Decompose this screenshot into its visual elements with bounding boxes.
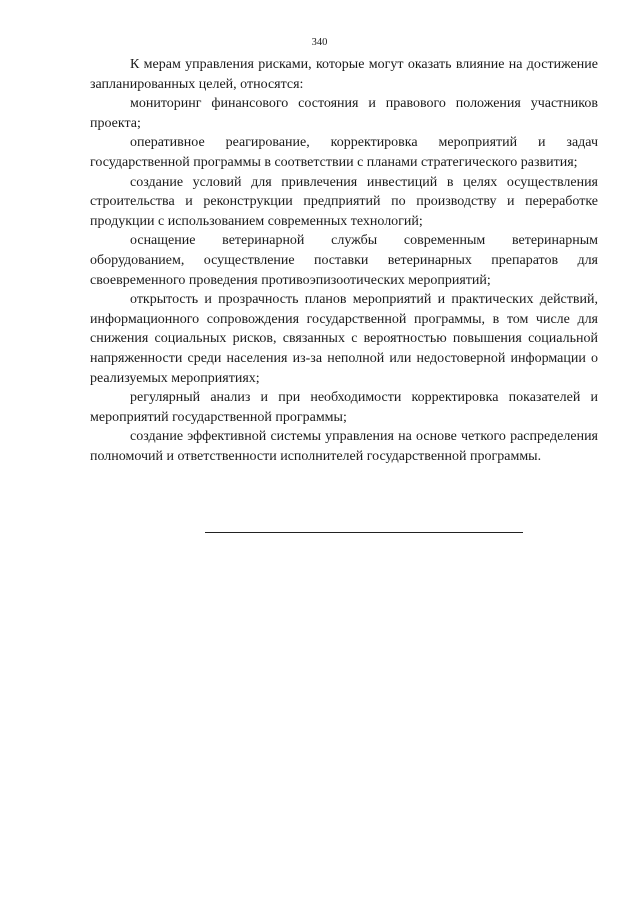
document-body xyxy=(90,55,598,466)
paragraph-operational-response: оперативное реагирование, корректировка мероприятий и задач государственной программы в соответствии с планами стратегического развития; xyxy=(90,135,598,170)
paragraph-regular-analysis: регулярный анализ и при необходимости корректировка показателей и мероприятий государственной программы; xyxy=(90,390,598,425)
paragraph-monitoring: мониторинг финансового состояния и правового положения участников проекта; xyxy=(90,96,598,131)
end-of-text-rule xyxy=(205,532,523,533)
paragraph-intro: К мерам управления рисками, которые могут оказать влияние на достижение запланированных целей, относятся: xyxy=(90,57,598,92)
paragraph-management-system: создание эффективной системы управления на основе четкого распределения полномочий и ответственности исполнителей государственной программы. xyxy=(90,429,598,464)
paragraph-transparency: открытость и прозрачность планов мероприятий и практических действий, информационного сопровождения государственной программы, в том числе для снижения социальных рисков, связанных с вероятностью повышения социальной напряженности среди населения из-за неполной или недостоверной информации о реализуемых мероприятиях; xyxy=(90,292,598,386)
page-number: 340 xyxy=(311,37,328,48)
paragraph-investment-conditions: создание условий для привлечения инвестиций в целях осуществления строительства и реконструкции предприятий по производству и переработке продукции с использованием современных технологий; xyxy=(90,174,598,229)
paragraph-veterinary-equipment: оснащение ветеринарной службы современным ветеринарным оборудованием, осуществление поставки ветеринарных препаратов для своевременного проведения противоэпизоотических мероприятий; xyxy=(90,233,598,288)
